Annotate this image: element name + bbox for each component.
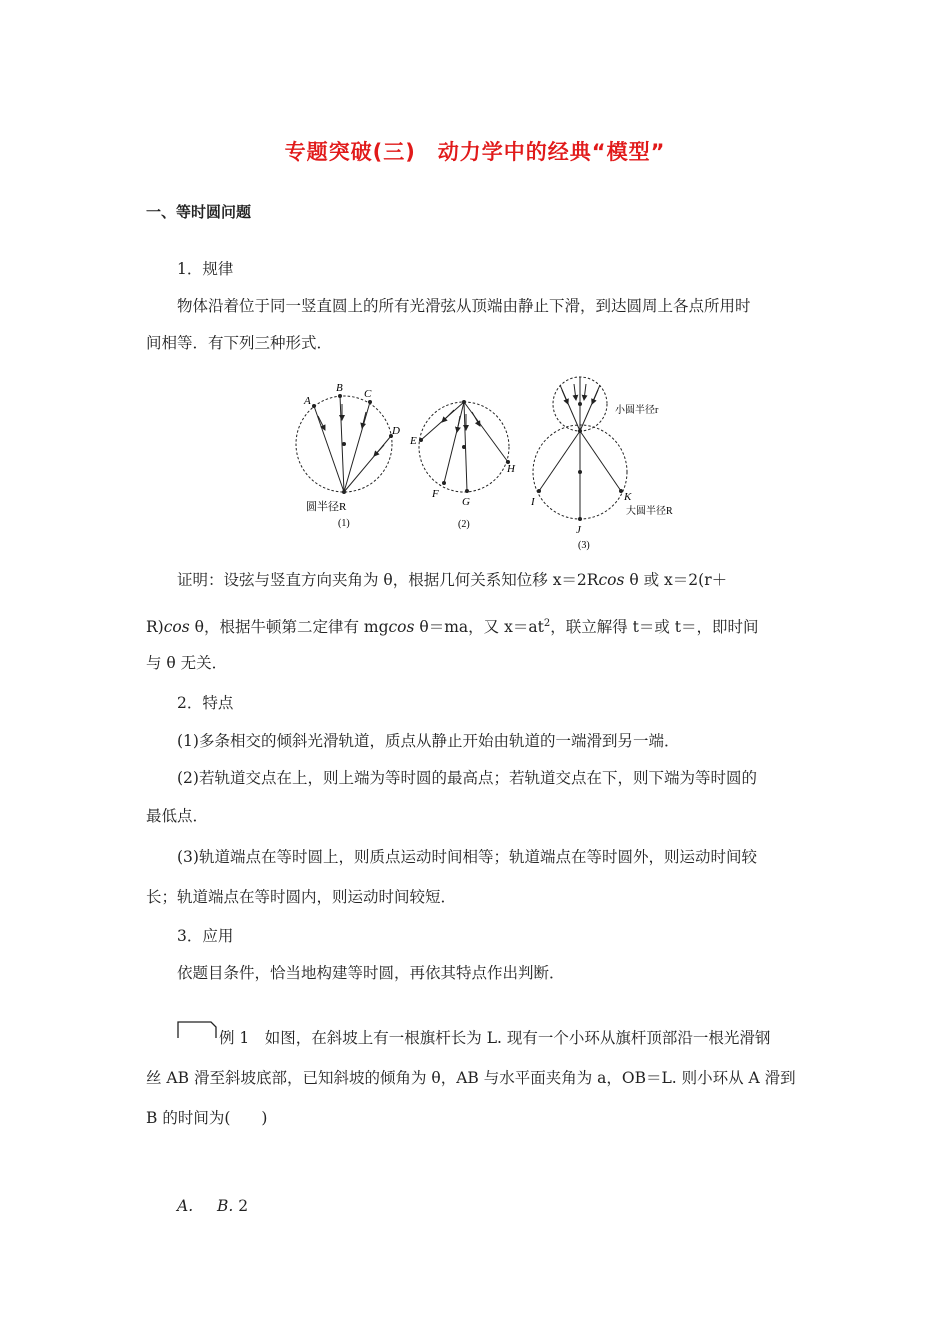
equal-time-circle-figure [290, 370, 710, 555]
rule-heading: 1．规律 [177, 260, 234, 278]
caption-2: (2) [458, 519, 470, 530]
figure-3 [533, 377, 627, 519]
point-label: K [624, 491, 632, 503]
feature-3a: (3)轨道端点在等时圆上，则质点运动时间相等；轨道端点在等时圆外，则运动时间较 [177, 848, 757, 866]
big-circle-label: 大圆半径R [626, 506, 673, 517]
point-label: E [410, 435, 417, 447]
option-b-value: 2 [238, 1197, 249, 1215]
point-label: A [304, 395, 311, 407]
proof-line-2: R)cos θ，根据牛顿第二定律有 mgcos θ＝ma，又 $x=at^2$，联立解得 t＝或 t＝，即时间 [146, 618, 759, 637]
option-a: A. [177, 1197, 194, 1215]
option-row [177, 1196, 248, 1216]
caption-1a: 圆半径R [306, 501, 347, 513]
example-line-3: B 的时间为( ) [146, 1109, 268, 1127]
example-tag-icon [177, 1021, 217, 1039]
option-b: B. [217, 1197, 234, 1215]
application-text: 依题目条件，恰当地构建等时圆，再依其特点作出判断． [177, 964, 565, 982]
feature-2a: (2)若轨道交点在上，则上端为等时圆的最高点；若轨道交点在下，则下端为等时圆的 [177, 769, 757, 787]
point-label: J [576, 524, 581, 536]
point-label: C [364, 388, 372, 400]
point-label: H [507, 463, 515, 475]
feature-3b: 长；轨道端点在等时圆内，则运动时间较短． [146, 888, 457, 906]
feature-1: (1)多条相交的倾斜光滑轨道，质点从静止开始由轨道的一端滑到另一端． [177, 732, 680, 750]
page-title: 专题突破(三) 动力学中的经典“模型” [284, 140, 666, 164]
feature-2b: 最低点． [146, 807, 209, 825]
features-heading: 2．特点 [177, 694, 234, 712]
point-label: I [531, 496, 535, 508]
example-line-1: 例 1 如图，在斜坡上有一根旗杆长为 L. 现有一个小环从旗杆顶部沿一根光滑钢 [219, 1029, 771, 1047]
application-heading: 3．应用 [177, 927, 234, 945]
point-label: B [336, 382, 343, 394]
proof-line-1: 证明：设弦与竖直方向夹角为 θ，根据几何关系知位移 x＝2Rcos θ 或 x＝2(r＋ [177, 571, 728, 589]
point-label: F [432, 488, 439, 500]
rule-line-2: 间相等．有下列三种形式． [146, 334, 333, 352]
point-label: G [462, 496, 470, 508]
section-heading: 一、等时圆问题 [146, 203, 252, 221]
caption-1b: (1) [338, 518, 350, 529]
caption-3: (3) [578, 540, 590, 551]
rule-line-1: 物体沿着位于同一竖直圆上的所有光滑弦从顶端由静止下滑，到达圆周上各点所用时 [177, 297, 751, 315]
small-circle-label: 小圆半径r [615, 405, 659, 416]
proof-line-3: 与 θ 无关． [146, 654, 228, 672]
example-line-2: 丝 AB 滑至斜坡底部，已知斜坡的倾角为 θ，AB 与水平面夹角为 a，OB＝L. 则小环从 A 滑到 [146, 1069, 796, 1087]
point-label: D [392, 425, 400, 437]
